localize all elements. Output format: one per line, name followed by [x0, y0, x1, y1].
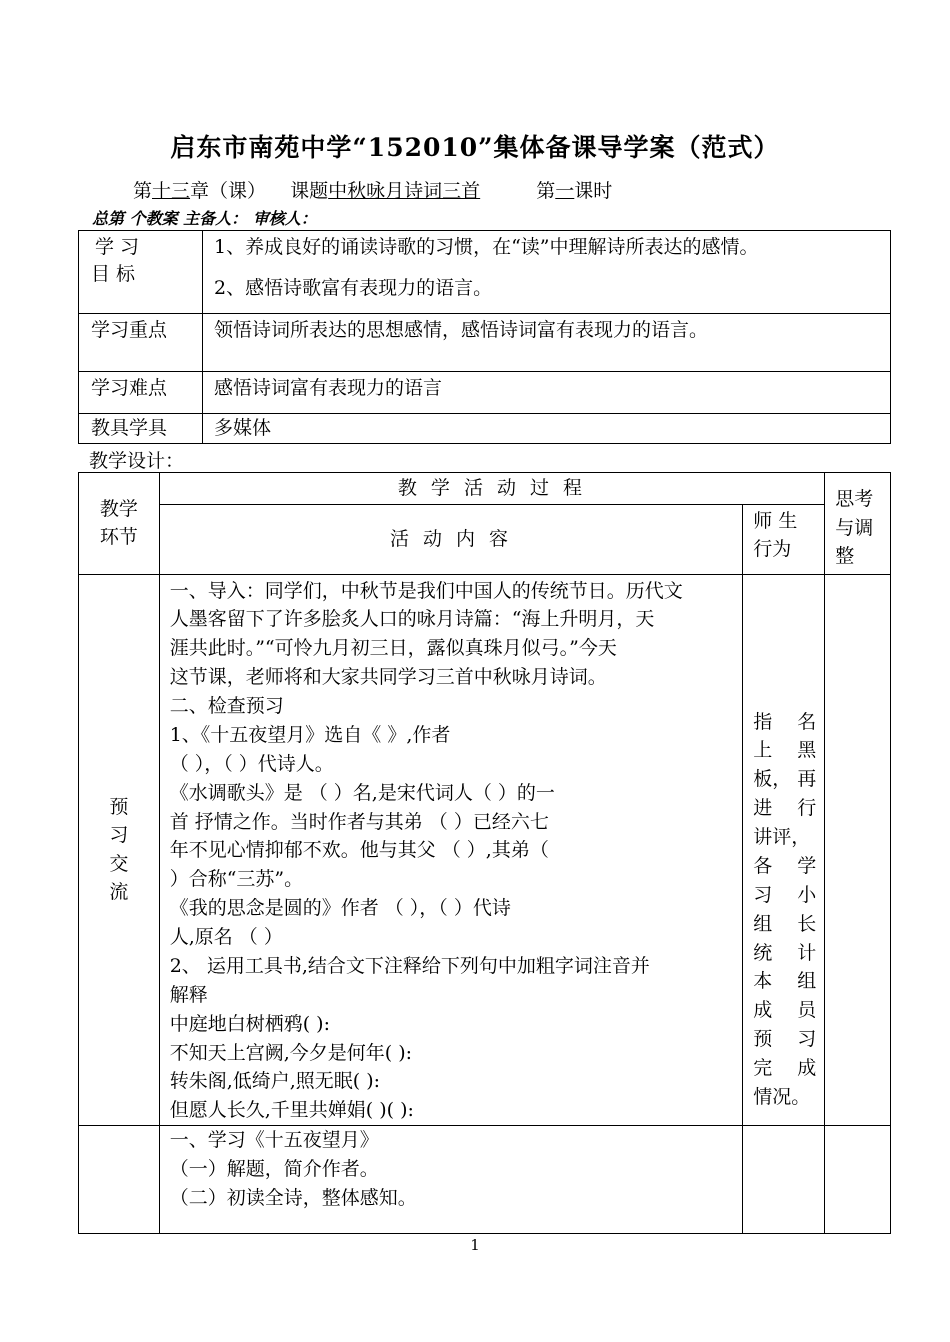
page-number: 1 [470, 1236, 480, 1254]
content-line: ）合称“三苏”。 [169, 868, 304, 891]
preview-reflect-cell [825, 574, 891, 1126]
preview-row [79, 574, 891, 1126]
goal-2: 2、感悟诗歌富有表现力的语言。 [214, 276, 493, 299]
stage-header: 教学环节 [79, 473, 160, 575]
content-line: 一、学习《十五夜望月》 [169, 1129, 379, 1152]
content-line: （二）初读全诗，整体感知。 [169, 1186, 417, 1209]
tools-label: 教具学具 [79, 414, 203, 444]
chapter-suffix: 章（课） [190, 180, 267, 202]
chapter-value: 十三 [152, 180, 191, 202]
design-header-row-2 [79, 504, 891, 574]
behavior-line: 上 黑 [753, 739, 817, 762]
study-row [79, 1126, 891, 1234]
behavior-line: 预 习 [753, 1028, 817, 1051]
behavior-line: 各 学 [753, 854, 817, 877]
study-reflect-cell [825, 1126, 891, 1234]
goals-row [79, 231, 891, 314]
tools-row [79, 414, 891, 444]
goals-label-cell [79, 231, 203, 314]
goals-label-1: 学 习 [95, 236, 140, 258]
behavior-line: 板， 再 [753, 768, 817, 791]
design-label: 教学设计： [89, 450, 185, 472]
content-line: 涯共此时。”“可怜九月初三日，露似真珠月似弓。”今天 [169, 637, 617, 660]
preview-content-cell [159, 574, 743, 1126]
lesson-info-line [133, 176, 612, 203]
info-table [78, 230, 891, 444]
content-line: 首 抒情之作。当时作者与其弟 （ ）已经六七 [169, 810, 549, 833]
total-plan-label: 总第 个教案 [92, 209, 178, 228]
behavior-line: 本 组 [753, 970, 817, 993]
process-header: 教 学 活 动 过 程 [159, 473, 825, 505]
difficulty-row [79, 372, 891, 414]
behavior-line: 习 小 [753, 883, 817, 906]
behavior-line: 组 长 [753, 912, 817, 935]
content-line: 1、《十五夜望月》选自《 》,作者 [169, 723, 451, 746]
goal-1: 1、养成良好的诵读诗歌的习惯，在“读”中理解诗所表达的感情。 [214, 236, 759, 258]
content-line: 《我的思念是圆的》作者 （ ），（ ）代诗 [169, 897, 511, 920]
key-label: 学习重点 [79, 314, 203, 372]
design-table [78, 472, 891, 1234]
preparer-label: 主备人： [183, 209, 248, 228]
study-content-cell [159, 1126, 743, 1234]
lesson-value: 一 [555, 180, 575, 202]
lesson-prefix: 第 [536, 180, 556, 202]
difficulty-value: 感悟诗词富有表现力的语言 [203, 372, 891, 414]
behavior-line: 情况。 [753, 1085, 811, 1108]
content-line: 人,原名 （ ） [169, 926, 283, 948]
preparer-line [92, 206, 553, 231]
content-line: 解释 [169, 983, 208, 1006]
goals-value-cell [203, 231, 891, 314]
content-line: 2、 运用工具书,结合文下注释给下列句中加粗字词注音并 [169, 954, 650, 977]
key-value: 领悟诗词所表达的思想感情，感悟诗词富有表现力的语言。 [203, 314, 891, 372]
topic-value: 中秋咏月诗词三首 [328, 180, 481, 202]
content-line: 不知天上宫阙,今夕是何年( ): [169, 1041, 413, 1064]
study-stage-cell [79, 1126, 160, 1234]
content-line: （一）解题，简介作者。 [169, 1158, 379, 1180]
key-row [79, 314, 891, 372]
difficulty-label: 学习难点 [79, 372, 203, 414]
stage-char-2: 习 [109, 824, 129, 847]
topic-label: 课题 [290, 180, 329, 202]
behavior-line: 完 成 [753, 1057, 817, 1079]
stage-char-1: 预 [109, 795, 129, 818]
document-title: 启东市南苑中学“152010”集体备课导学案（范式） [170, 133, 780, 162]
content-line: 《水调歌头》是 （ ）名,是宋代词人（ ）的一 [169, 781, 555, 804]
content-line: 转朱阁,低绮户,照无眠( ): [169, 1070, 381, 1093]
stage-char-4: 流 [109, 881, 129, 904]
reviewer-label: 审核人： [252, 209, 317, 228]
design-header-row-1 [79, 473, 891, 505]
content-line: 二、检查预习 [169, 695, 284, 717]
content-line: 一、导入：同学们，中秋节是我们中国人的传统节日。历代文 [169, 579, 683, 602]
content-header: 活 动 内 容 [159, 504, 743, 574]
behavior-header: 师 生行为 [743, 504, 825, 574]
content-line: 年不见心情抑郁不欢。他与其父 （ ）,其弟（ [169, 839, 549, 862]
preview-stage-cell [79, 574, 160, 1126]
content-line: 但愿人长久,千里共婵娟( )( ): [169, 1099, 414, 1122]
chapter-prefix: 第 [133, 180, 153, 202]
tools-value: 多媒体 [203, 414, 891, 444]
preview-behavior-cell [743, 574, 825, 1126]
study-behavior-cell [743, 1126, 825, 1234]
behavior-line: 统 计 [753, 941, 817, 964]
lesson-suffix: 课时 [574, 180, 613, 202]
behavior-line: 讲评， [753, 826, 811, 848]
content-line: （ ），（ ）代诗人。 [169, 752, 334, 775]
behavior-line: 成 员 [753, 999, 817, 1022]
behavior-line: 指 名 [753, 710, 817, 733]
stage-char-3: 交 [109, 852, 129, 875]
content-line: 中庭地白树栖鸦( ): [169, 1012, 330, 1035]
goals-label-2: 目 标 [91, 262, 136, 285]
content-line: 人墨客留下了许多脍炙人口的咏月诗篇：“海上升明月，天 [169, 608, 655, 631]
content-line: 这节课，老师将和大家共同学习三首中秋咏月诗词。 [169, 666, 607, 689]
behavior-line: 进 行 [753, 797, 817, 820]
reflect-header: 思考与调整 [825, 473, 891, 575]
